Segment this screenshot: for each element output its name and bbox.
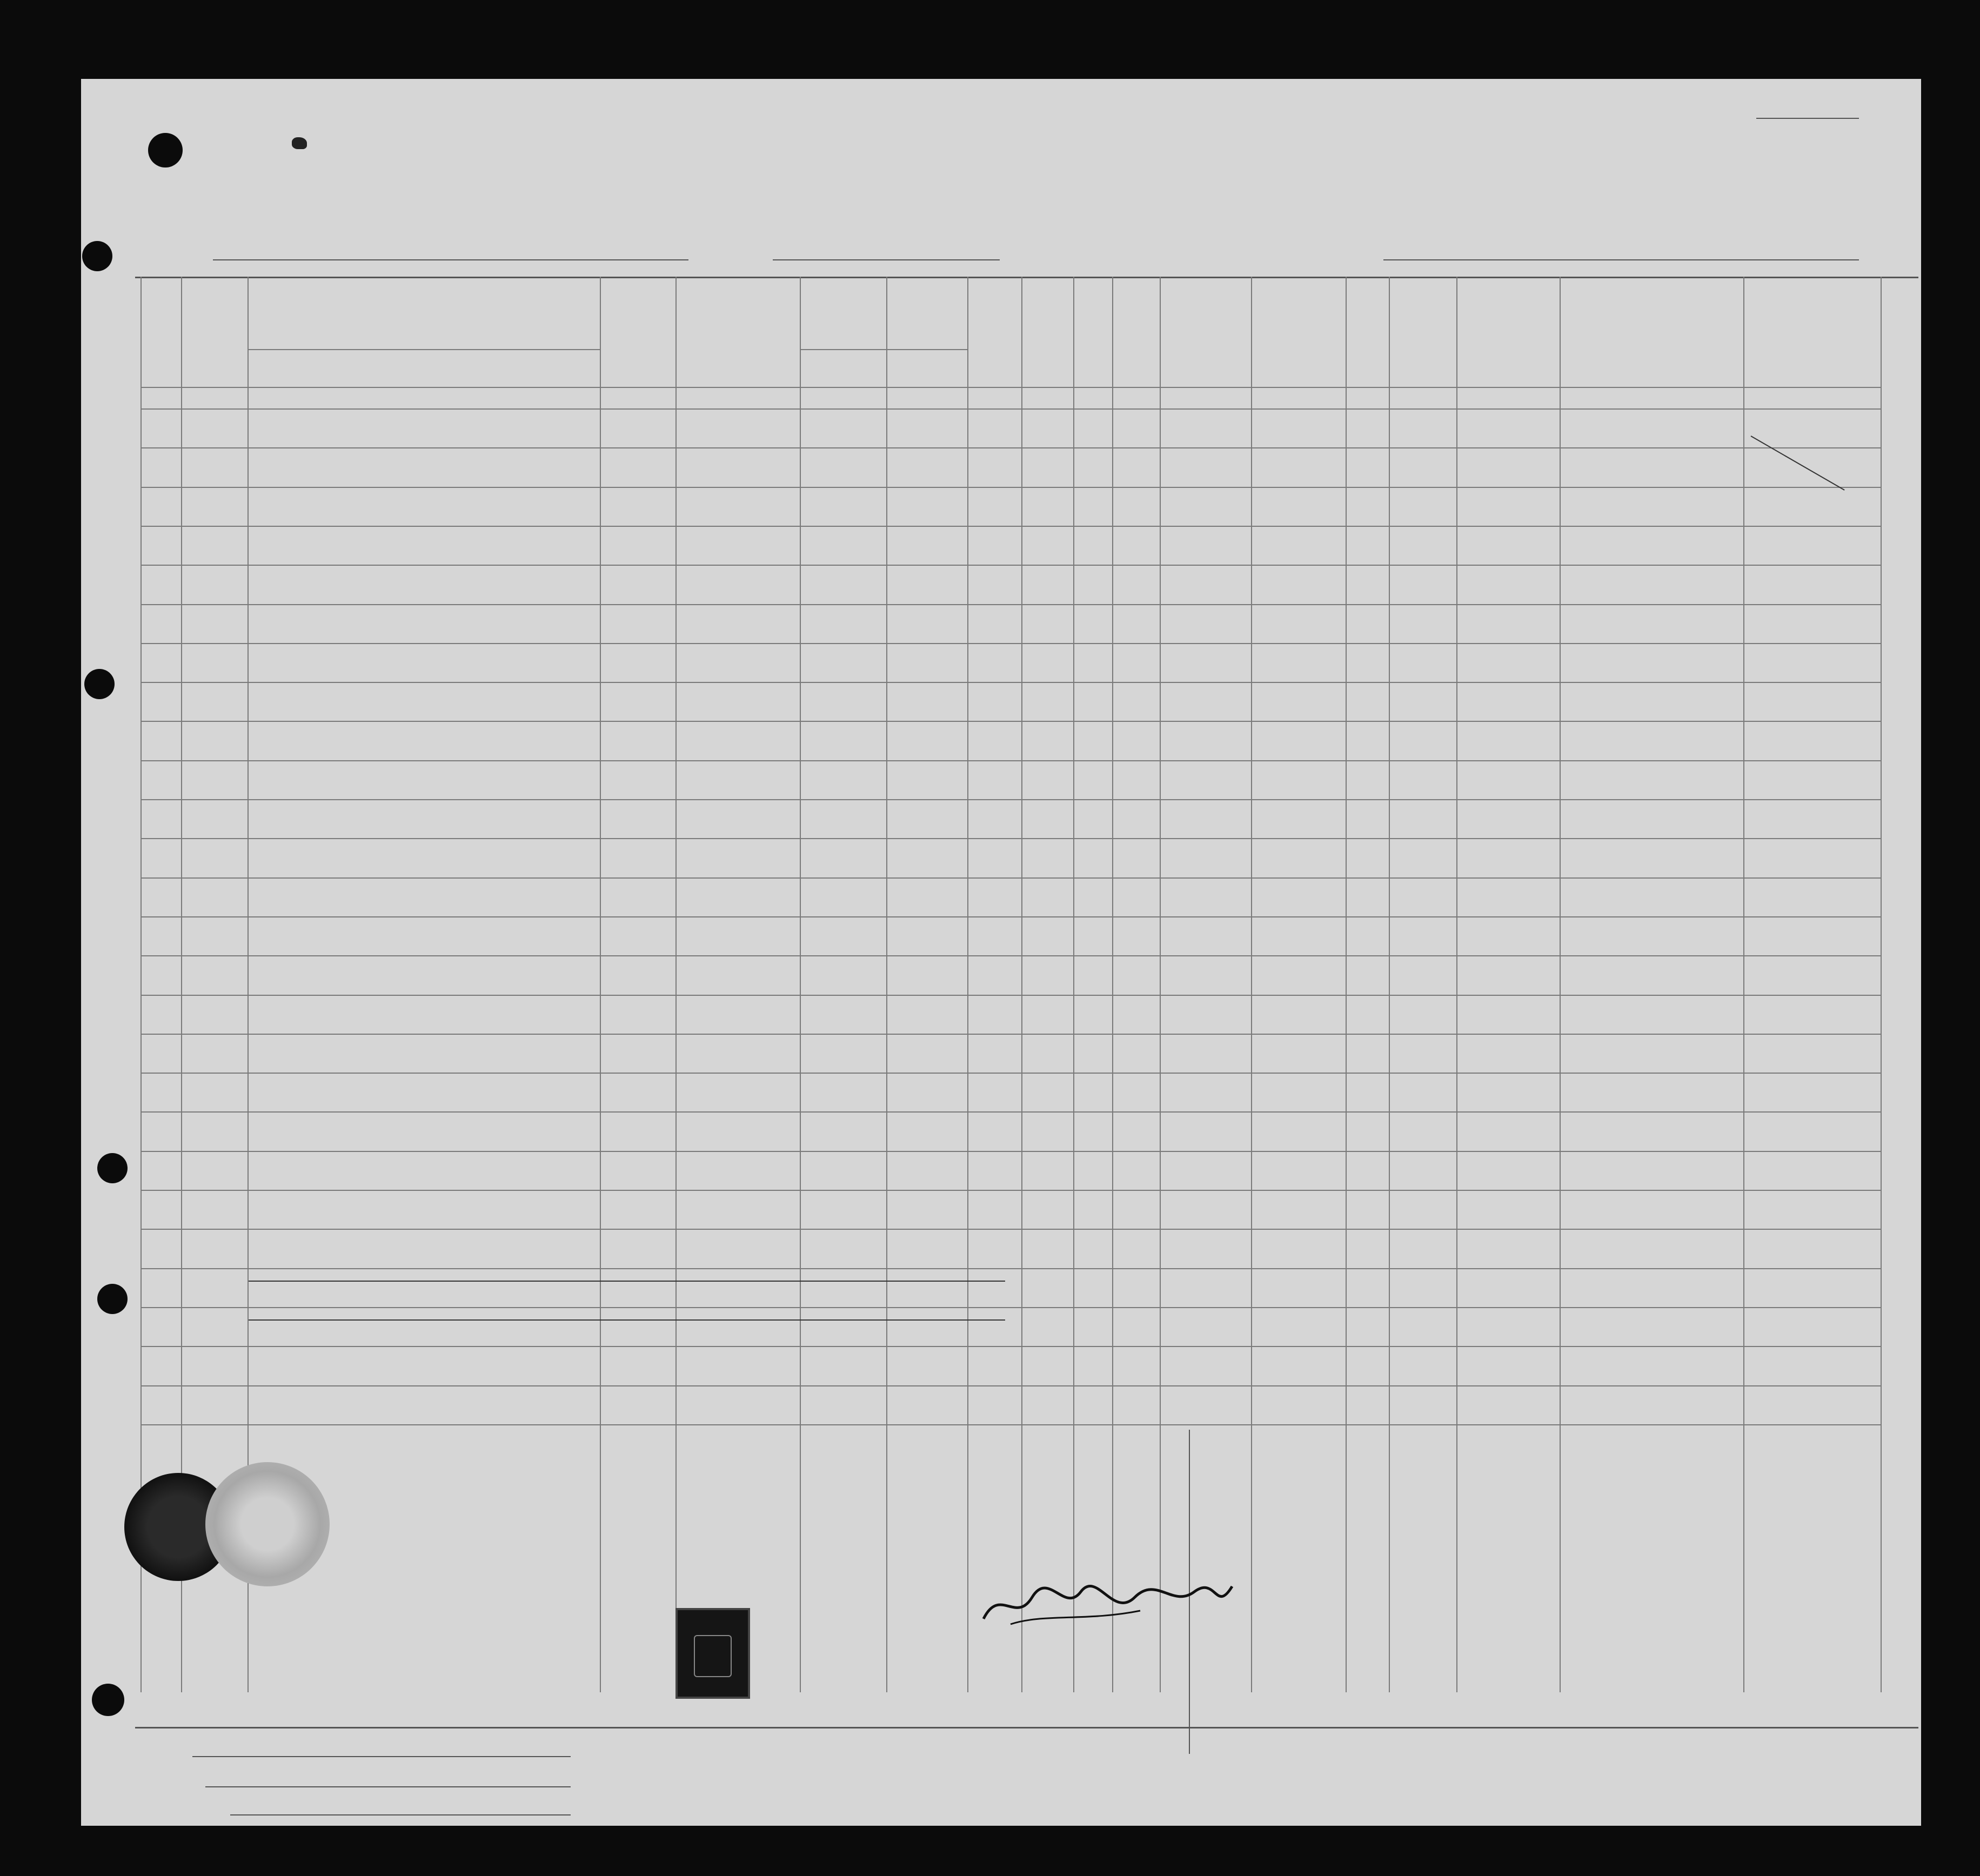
grid-name-subline [247,349,600,350]
grid-col-line [1456,277,1457,1692]
grid-row-line [141,565,1881,566]
grid-col-line [800,277,801,1692]
fee-stamp-center [694,1635,732,1677]
punch-hole-1 [148,133,183,168]
grid-row-line [141,838,1881,839]
owners-underline [205,1786,571,1787]
grid-row-line [141,1307,1881,1308]
fee-stamp [675,1608,750,1699]
grid-row-line [141,799,1881,800]
grid-col-line [1389,277,1390,1692]
embossed-seal [205,1462,330,1586]
footer-rule [135,1727,1918,1728]
punch-hole-6 [97,1284,128,1314]
grid-col-line [600,277,601,1692]
grid-row-line [141,916,1881,917]
manifest-sheet [81,79,1921,1826]
grid-col-line [1560,277,1561,1692]
grid-row-line [141,995,1881,996]
grid-shipped-subline [800,349,967,350]
grid-row-line [141,526,1881,527]
punch-hole-3 [84,669,115,699]
grid-col-line [675,277,677,1692]
grid-row-line [141,1111,1881,1113]
grid-col-line [1743,277,1744,1692]
consul-signature-stroke [978,1581,1238,1630]
vessel-underline [213,259,688,260]
grid-row-line [141,1190,1881,1191]
strike-22 [249,1281,1005,1282]
from-port-underline [1383,259,1859,260]
grid-col-line [1881,277,1882,1692]
grid-row-line [141,721,1881,722]
grid-col-line [141,277,142,1692]
grid-row-line [141,408,1881,410]
strike-23 [249,1319,1005,1321]
grid-row-line [141,604,1881,605]
grid-col-line [1346,277,1347,1692]
grid-row-line [141,1034,1881,1035]
grid-row-line [141,1268,1881,1269]
punch-hole-5 [97,1153,128,1183]
grid-row-line [141,1424,1881,1425]
agents-underline [230,1814,571,1815]
grid-col-line [1251,277,1252,1692]
punch-hole-4 [92,1684,124,1716]
grid-row-line [141,682,1881,683]
consul-signature [978,1581,1238,1630]
grid-row-line [141,643,1881,644]
doj-seal-icon [292,137,307,149]
sheet-underline [1756,118,1859,119]
grid-row-line [141,447,1881,448]
grid-row-line [141,1229,1881,1230]
punch-hole-2 [82,241,112,271]
grid-row-line [141,1385,1881,1386]
grid-row-line [141,1073,1881,1074]
grid-row-line [141,760,1881,761]
line-underline [192,1756,571,1757]
grid-row-line [141,955,1881,956]
grid-row-line [141,487,1881,488]
grid-header-line [141,387,1881,388]
grid-row-line [141,1151,1881,1152]
grid-row-line [141,877,1881,879]
grid-row-line [141,1346,1881,1347]
arriving-underline [773,259,1000,260]
